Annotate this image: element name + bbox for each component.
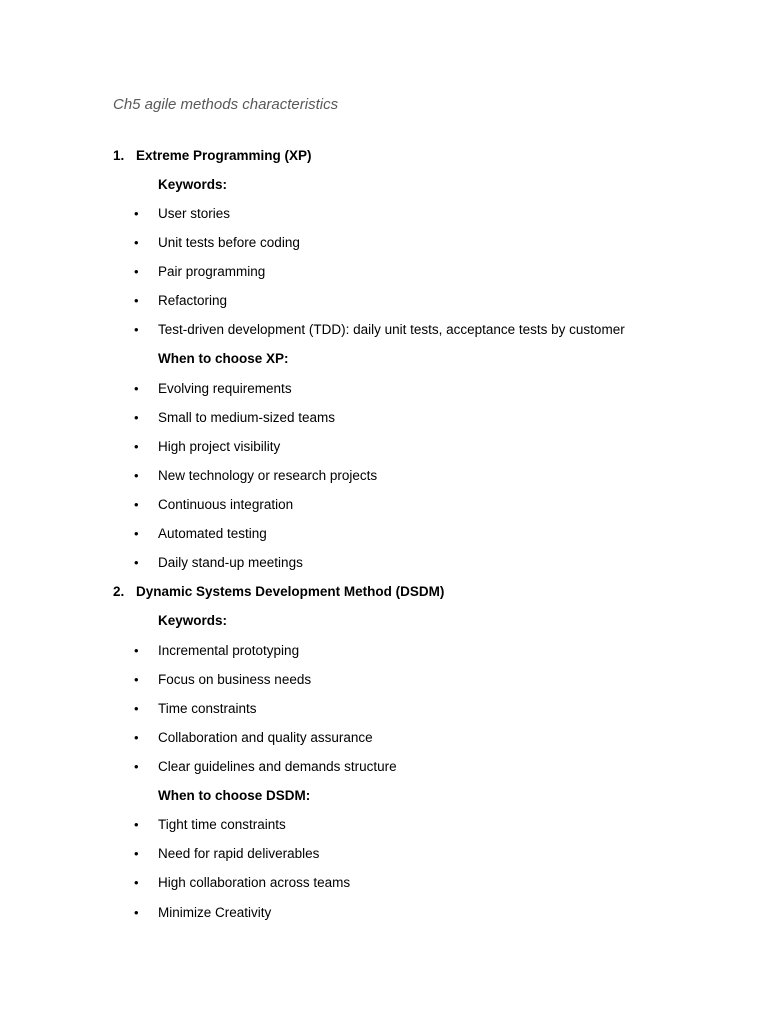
section-number: 1. <box>113 148 125 163</box>
list-item: Collaboration and quality assurance <box>158 730 373 745</box>
list-item: Refactoring <box>158 293 228 308</box>
bullet-icon: • <box>134 905 139 920</box>
bullet-icon: • <box>134 439 139 454</box>
list-item: High collaboration across teams <box>158 875 351 890</box>
bullet-icon: • <box>134 759 139 774</box>
bullet-icon: • <box>134 381 139 396</box>
bullet-icon: • <box>134 497 139 512</box>
list-item: Automated testing <box>158 526 267 541</box>
section-heading: Extreme Programming (XP) <box>136 148 312 163</box>
list-item: Test-driven development (TDD): daily unit tests, acceptance tests by customer <box>158 322 625 337</box>
bullet-icon: • <box>134 817 139 832</box>
when-to-choose-label: When to choose XP: <box>158 351 289 366</box>
list-item: Evolving requirements <box>158 381 292 396</box>
keywords-label: Keywords: <box>158 613 228 628</box>
bullet-icon: • <box>134 264 139 279</box>
list-item: New technology or research projects <box>158 468 378 483</box>
bullet-icon: • <box>134 643 139 658</box>
bullet-icon: • <box>134 322 139 337</box>
bullet-icon: • <box>134 875 139 890</box>
bullet-icon: • <box>134 672 139 687</box>
list-item: Clear guidelines and demands structure <box>158 759 397 774</box>
list-item: Need for rapid deliverables <box>158 846 320 861</box>
list-item: Focus on business needs <box>158 672 312 687</box>
bullet-icon: • <box>134 235 139 250</box>
bullet-icon: • <box>134 701 139 716</box>
list-item: Minimize Creativity <box>158 905 272 920</box>
section-number: 2. <box>113 584 125 599</box>
list-item: Small to medium-sized teams <box>158 410 336 425</box>
bullet-icon: • <box>134 206 139 221</box>
section-heading: Dynamic Systems Development Method (DSDM) <box>136 584 445 599</box>
bullet-icon: • <box>134 410 139 425</box>
list-item: Daily stand-up meetings <box>158 555 303 570</box>
bullet-icon: • <box>134 555 139 570</box>
keywords-label: Keywords: <box>158 177 228 192</box>
document-title: Ch5 agile methods characteristics <box>113 96 339 113</box>
bullet-icon: • <box>134 468 139 483</box>
list-item: User stories <box>158 206 231 221</box>
list-item: Unit tests before coding <box>158 235 300 250</box>
bullet-icon: • <box>134 293 139 308</box>
list-item: Continuous integration <box>158 497 294 512</box>
list-item: Tight time constraints <box>158 817 286 832</box>
bullet-icon: • <box>134 526 139 541</box>
bullet-icon: • <box>134 730 139 745</box>
list-item: Time constraints <box>158 701 257 716</box>
bullet-icon: • <box>134 846 139 861</box>
list-item: Pair programming <box>158 264 266 279</box>
when-to-choose-label: When to choose DSDM: <box>158 788 311 803</box>
list-item: High project visibility <box>158 439 281 454</box>
list-item: Incremental prototyping <box>158 643 300 658</box>
